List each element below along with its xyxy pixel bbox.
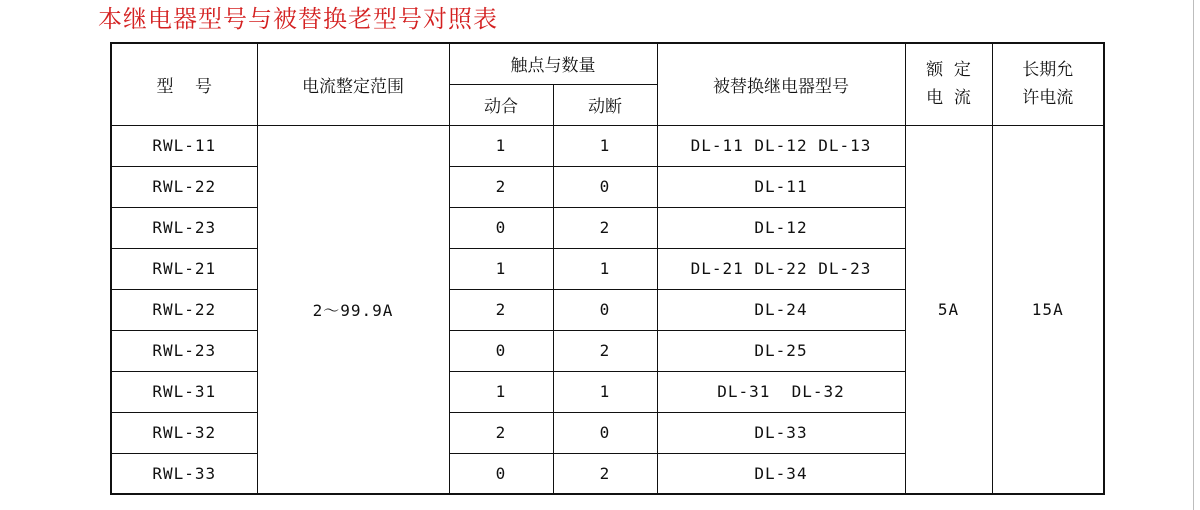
cell-break: 1: [553, 125, 657, 166]
cell-break: 0: [553, 289, 657, 330]
header-row-1: [111, 43, 1104, 84]
cell-break: 0: [553, 412, 657, 453]
cell-rated-current: 5A: [905, 125, 992, 494]
header-contacts-break: 动断: [553, 84, 657, 125]
cell-model: RWL-21: [111, 248, 257, 289]
cell-break: 2: [553, 330, 657, 371]
cell-replaced: DL-33: [657, 412, 905, 453]
cell-model: RWL-11: [111, 125, 257, 166]
header-allowed-current: [992, 43, 1104, 125]
cell-break: 2: [553, 207, 657, 248]
cell-replaced: DL-25: [657, 330, 905, 371]
cell-break: 1: [553, 371, 657, 412]
table-row: [111, 125, 1104, 166]
cell-model: RWL-31: [111, 371, 257, 412]
cell-break: 2: [553, 453, 657, 494]
header-model: 型 号: [111, 43, 257, 125]
cell-replaced: DL-11: [657, 166, 905, 207]
cell-break: 1: [553, 248, 657, 289]
header-contacts-group: 触点与数量: [449, 43, 657, 84]
header-current-range: 电流整定范围: [257, 43, 449, 125]
cell-model: RWL-22: [111, 166, 257, 207]
cell-replaced: DL-31 DL-32: [657, 371, 905, 412]
header-rated-current-line1: 额 定: [926, 60, 971, 81]
cell-replaced: DL-21 DL-22 DL-23: [657, 248, 905, 289]
cell-model: RWL-32: [111, 412, 257, 453]
cell-model: RWL-23: [111, 330, 257, 371]
cell-make: 0: [449, 207, 553, 248]
header-contacts-make: 动合: [449, 84, 553, 125]
page-edge-divider: [1193, 0, 1194, 510]
page-title: 本继电器型号与被替换老型号对照表: [98, 5, 498, 33]
cell-model: RWL-33: [111, 453, 257, 494]
cell-replaced: DL-24: [657, 289, 905, 330]
header-allowed-current-line1: 长期允: [1022, 60, 1074, 81]
cell-make: 1: [449, 248, 553, 289]
cell-make: 2: [449, 412, 553, 453]
cell-replaced: DL-12: [657, 207, 905, 248]
cell-model: RWL-22: [111, 289, 257, 330]
cell-current-range: 2～99.9A: [257, 125, 449, 494]
cell-make: 1: [449, 371, 553, 412]
header-replaced-model: 被替换继电器型号: [657, 43, 905, 125]
header-rated-current: [905, 43, 992, 125]
cell-make: 0: [449, 330, 553, 371]
cell-make: 1: [449, 125, 553, 166]
header-allowed-current-line2: 许电流: [1022, 88, 1074, 109]
cell-break: 0: [553, 166, 657, 207]
header-rated-current-line2: 电 流: [926, 88, 971, 109]
cell-make: 0: [449, 453, 553, 494]
cell-model: RWL-23: [111, 207, 257, 248]
cell-replaced: DL-11 DL-12 DL-13: [657, 125, 905, 166]
relay-comparison-table: [110, 42, 1105, 495]
cell-replaced: DL-34: [657, 453, 905, 494]
cell-allowed-current: 15A: [992, 125, 1104, 494]
cell-make: 2: [449, 166, 553, 207]
cell-make: 2: [449, 289, 553, 330]
